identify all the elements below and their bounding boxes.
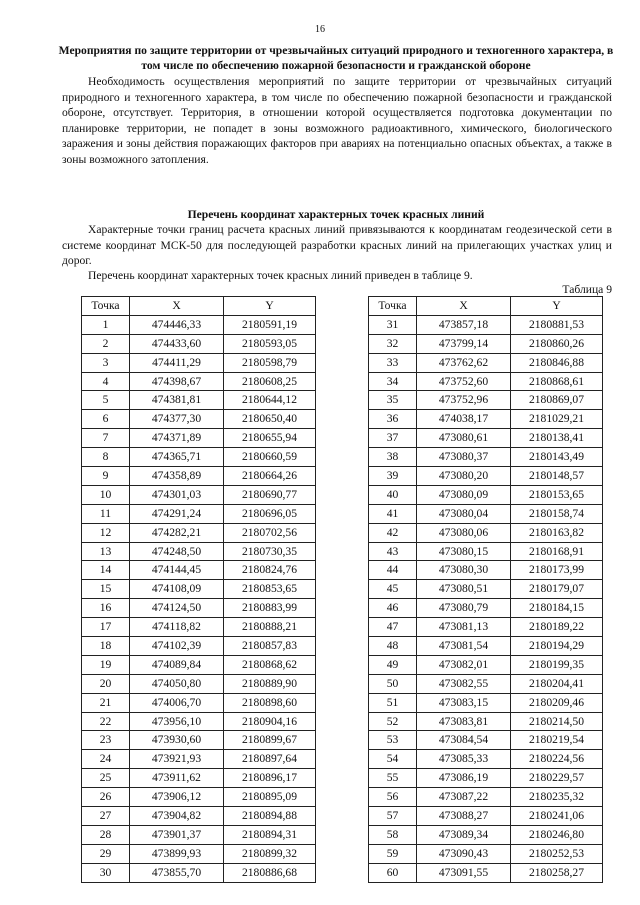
table-reference-paragraph: Перечень координат характерных точек красных линий приведен в таблице 9.	[88, 269, 473, 282]
cell-point: 25	[82, 769, 130, 788]
cell-y: 2180883,99	[224, 599, 316, 618]
cell-x: 473086,19	[417, 769, 511, 788]
cell-y: 2180143,49	[511, 448, 603, 467]
table-row	[82, 542, 316, 561]
cell-x: 474118,82	[130, 618, 224, 637]
table-row	[369, 731, 603, 750]
cell-y: 2180894,31	[224, 825, 316, 844]
cell-y: 2180888,21	[224, 618, 316, 637]
cell-point: 43	[369, 542, 417, 561]
cell-x: 473857,18	[417, 315, 511, 334]
cell-x: 473899,93	[130, 844, 224, 863]
cell-point: 38	[369, 448, 417, 467]
cell-x: 473080,37	[417, 448, 511, 467]
cell-y: 2180899,67	[224, 731, 316, 750]
table-row	[369, 750, 603, 769]
cell-point: 22	[82, 712, 130, 731]
table-row	[82, 467, 316, 486]
page-number: 16	[315, 24, 325, 35]
cell-point: 49	[369, 655, 417, 674]
table-row	[369, 315, 603, 334]
cell-y: 2180664,26	[224, 467, 316, 486]
cell-x: 474411,29	[130, 353, 224, 372]
cell-x: 474446,33	[130, 315, 224, 334]
cell-y: 2180229,57	[511, 769, 603, 788]
emergency-paragraph: Необходимость осуществления мероприятий по защите территории от чрезвычайных ситуаций природного и техногенного характера, в том числе по обеспечению пожарной безопасности и гражданской обороне, отсутствует. Территория, в отношении которой осуществляется подготовка документации по планировке территории, не попадет в зоны возможного радиоактивного, химического, биологического заражения и зоны действия поражающих факторов при авариях на потенциально опасных объектах, а также в зоны возможного затопления.	[62, 75, 612, 166]
cell-x: 473090,43	[417, 844, 511, 863]
cell-x: 474381,81	[130, 391, 224, 410]
header-y: Y	[224, 297, 316, 316]
cell-y: 2180204,41	[511, 674, 603, 693]
cell-point: 12	[82, 523, 130, 542]
table-row	[369, 769, 603, 788]
cell-point: 40	[369, 485, 417, 504]
cell-x: 473084,54	[417, 731, 511, 750]
cell-x: 474050,80	[130, 674, 224, 693]
table-row	[369, 599, 603, 618]
table-row	[369, 693, 603, 712]
table-row	[82, 429, 316, 448]
cell-y: 2180898,60	[224, 693, 316, 712]
cell-point: 30	[82, 863, 130, 882]
cell-x: 473082,01	[417, 655, 511, 674]
cell-point: 6	[82, 410, 130, 429]
cell-y: 2180868,61	[511, 372, 603, 391]
cell-point: 35	[369, 391, 417, 410]
cell-y: 2180897,64	[224, 750, 316, 769]
cell-y: 2180696,05	[224, 504, 316, 523]
cell-x: 473799,14	[417, 334, 511, 353]
cell-y: 2180886,68	[224, 863, 316, 882]
cell-point: 55	[369, 769, 417, 788]
table-row	[82, 637, 316, 656]
cell-y: 2180241,06	[511, 807, 603, 826]
cell-y: 2180173,99	[511, 561, 603, 580]
cell-point: 54	[369, 750, 417, 769]
cell-point: 46	[369, 599, 417, 618]
table-caption: Таблица 9	[562, 283, 612, 296]
cell-y: 2180199,35	[511, 655, 603, 674]
cell-point: 53	[369, 731, 417, 750]
section-title-red-lines: Перечень координат характерных точек красных линий	[187, 208, 485, 221]
table-row	[369, 580, 603, 599]
cell-point: 58	[369, 825, 417, 844]
cell-x: 474006,70	[130, 693, 224, 712]
cell-point: 1	[82, 315, 130, 334]
table-row	[369, 467, 603, 486]
cell-x: 473911,62	[130, 769, 224, 788]
table-row	[369, 391, 603, 410]
cell-y: 2180168,91	[511, 542, 603, 561]
cell-x: 474291,24	[130, 504, 224, 523]
cell-x: 474371,89	[130, 429, 224, 448]
table-row	[82, 448, 316, 467]
cell-point: 9	[82, 467, 130, 486]
table-row	[82, 485, 316, 504]
cell-point: 5	[82, 391, 130, 410]
table-row	[82, 504, 316, 523]
header-x: X	[130, 297, 224, 316]
table-row	[369, 712, 603, 731]
header-point: Точка	[82, 297, 130, 316]
cell-x: 473082,55	[417, 674, 511, 693]
cell-x: 473083,81	[417, 712, 511, 731]
header-y: Y	[511, 297, 603, 316]
cell-y: 2180219,54	[511, 731, 603, 750]
cell-x: 473083,15	[417, 693, 511, 712]
cell-x: 473752,96	[417, 391, 511, 410]
cell-point: 17	[82, 618, 130, 637]
cell-y: 2180246,80	[511, 825, 603, 844]
table-row	[369, 561, 603, 580]
cell-x: 473088,27	[417, 807, 511, 826]
table-row	[369, 429, 603, 448]
cell-x: 473080,51	[417, 580, 511, 599]
table-row	[369, 637, 603, 656]
cell-point: 27	[82, 807, 130, 826]
cell-x: 473080,09	[417, 485, 511, 504]
cell-point: 56	[369, 788, 417, 807]
cell-x: 473921,93	[130, 750, 224, 769]
cell-y: 2180591,19	[224, 315, 316, 334]
table-row	[82, 561, 316, 580]
cell-point: 44	[369, 561, 417, 580]
cell-y: 2180730,35	[224, 542, 316, 561]
cell-y: 2180655,94	[224, 429, 316, 448]
cell-point: 20	[82, 674, 130, 693]
cell-x: 473956,10	[130, 712, 224, 731]
cell-x: 473080,15	[417, 542, 511, 561]
cell-point: 50	[369, 674, 417, 693]
table-row	[82, 391, 316, 410]
cell-y: 2180895,09	[224, 788, 316, 807]
cell-y: 2180857,83	[224, 637, 316, 656]
cell-y: 2180214,50	[511, 712, 603, 731]
coordinates-table-right	[368, 296, 603, 883]
cell-point: 7	[82, 429, 130, 448]
table-row	[369, 844, 603, 863]
cell-x: 474358,89	[130, 467, 224, 486]
cell-point: 14	[82, 561, 130, 580]
cell-point: 45	[369, 580, 417, 599]
cell-y: 2180179,07	[511, 580, 603, 599]
table-row	[82, 674, 316, 693]
table-row	[369, 504, 603, 523]
table-row	[369, 788, 603, 807]
cell-x: 473087,22	[417, 788, 511, 807]
table-row	[82, 353, 316, 372]
cell-x: 473080,04	[417, 504, 511, 523]
table-row	[369, 485, 603, 504]
table-row	[82, 410, 316, 429]
cell-x: 474102,39	[130, 637, 224, 656]
cell-point: 31	[369, 315, 417, 334]
cell-x: 474108,09	[130, 580, 224, 599]
table-row	[82, 655, 316, 674]
cell-y: 2180158,74	[511, 504, 603, 523]
table-row	[369, 523, 603, 542]
cell-y: 2180660,59	[224, 448, 316, 467]
cell-x: 474282,21	[130, 523, 224, 542]
cell-point: 23	[82, 731, 130, 750]
cell-point: 32	[369, 334, 417, 353]
table-row	[82, 712, 316, 731]
cell-point: 13	[82, 542, 130, 561]
cell-point: 57	[369, 807, 417, 826]
cell-point: 48	[369, 637, 417, 656]
cell-x: 473080,30	[417, 561, 511, 580]
cell-y: 2180153,65	[511, 485, 603, 504]
cell-y: 2180896,17	[224, 769, 316, 788]
cell-x: 474089,84	[130, 655, 224, 674]
cell-y: 2180138,41	[511, 429, 603, 448]
table-row	[369, 863, 603, 882]
cell-x: 473080,79	[417, 599, 511, 618]
cell-x: 474248,50	[130, 542, 224, 561]
table-row	[369, 674, 603, 693]
cell-x: 473904,82	[130, 807, 224, 826]
cell-point: 51	[369, 693, 417, 712]
table-row	[369, 448, 603, 467]
cell-y: 2180881,53	[511, 315, 603, 334]
cell-y: 2180194,29	[511, 637, 603, 656]
cell-x: 474144,45	[130, 561, 224, 580]
table-row	[82, 750, 316, 769]
cell-point: 19	[82, 655, 130, 674]
cell-point: 29	[82, 844, 130, 863]
cell-point: 47	[369, 618, 417, 637]
cell-x: 473085,33	[417, 750, 511, 769]
section-title-emergency: Мероприятия по защите территории от чрезвычайных ситуаций природного и техногенного характера, в том числе по обеспечению пожарной безопасности и гражданской обороне	[58, 44, 614, 72]
cell-y: 2180904,16	[224, 712, 316, 731]
table-row	[369, 334, 603, 353]
cell-y: 2180608,25	[224, 372, 316, 391]
cell-x: 473089,34	[417, 825, 511, 844]
cell-x: 473762,62	[417, 353, 511, 372]
table-row	[82, 863, 316, 882]
cell-y: 2180868,62	[224, 655, 316, 674]
cell-point: 36	[369, 410, 417, 429]
cell-y: 2180899,32	[224, 844, 316, 863]
table-row	[82, 693, 316, 712]
cell-y: 2180650,40	[224, 410, 316, 429]
cell-y: 2180189,22	[511, 618, 603, 637]
cell-y: 2180702,56	[224, 523, 316, 542]
cell-y: 2180690,77	[224, 485, 316, 504]
cell-point: 15	[82, 580, 130, 599]
table-header-row	[369, 297, 603, 316]
cell-point: 18	[82, 637, 130, 656]
cell-y: 2180869,07	[511, 391, 603, 410]
table-row	[369, 410, 603, 429]
table-row	[82, 844, 316, 863]
cell-point: 26	[82, 788, 130, 807]
cell-x: 473855,70	[130, 863, 224, 882]
table-row	[369, 825, 603, 844]
cell-y: 2180235,32	[511, 788, 603, 807]
cell-point: 60	[369, 863, 417, 882]
cell-x: 473091,55	[417, 863, 511, 882]
cell-x: 473080,06	[417, 523, 511, 542]
table-row	[369, 542, 603, 561]
cell-point: 10	[82, 485, 130, 504]
table-row	[82, 334, 316, 353]
cell-point: 21	[82, 693, 130, 712]
table-row	[369, 655, 603, 674]
cell-x: 474301,03	[130, 485, 224, 504]
cell-y: 2180644,12	[224, 391, 316, 410]
table-row	[82, 580, 316, 599]
cell-point: 34	[369, 372, 417, 391]
cell-point: 42	[369, 523, 417, 542]
cell-point: 4	[82, 372, 130, 391]
cell-y: 2180824,76	[224, 561, 316, 580]
table-row	[369, 353, 603, 372]
coordinates-table-left	[81, 296, 316, 883]
table-header-row	[82, 297, 316, 316]
red-lines-paragraph: Характерные точки границ расчета красных линий привязываются к координатам геодезической сети в системе координат МСК-50 для последующей разработки красных линий на прилегающих участках улиц и дорог.	[62, 223, 612, 267]
cell-point: 33	[369, 353, 417, 372]
cell-y: 2180889,90	[224, 674, 316, 693]
cell-y: 2180252,53	[511, 844, 603, 863]
table-row	[82, 372, 316, 391]
table-row	[82, 315, 316, 334]
table-row	[82, 769, 316, 788]
cell-y: 2180258,27	[511, 863, 603, 882]
cell-point: 16	[82, 599, 130, 618]
table-row	[369, 807, 603, 826]
cell-point: 39	[369, 467, 417, 486]
cell-y: 2180860,26	[511, 334, 603, 353]
cell-x: 473081,13	[417, 618, 511, 637]
cell-point: 37	[369, 429, 417, 448]
table-row	[82, 731, 316, 750]
cell-point: 41	[369, 504, 417, 523]
header-point: Точка	[369, 297, 417, 316]
cell-y: 2180148,57	[511, 467, 603, 486]
cell-x: 474398,67	[130, 372, 224, 391]
cell-point: 28	[82, 825, 130, 844]
cell-point: 24	[82, 750, 130, 769]
cell-y: 2180598,79	[224, 353, 316, 372]
table-row	[82, 788, 316, 807]
cell-point: 11	[82, 504, 130, 523]
cell-point: 8	[82, 448, 130, 467]
cell-x: 473081,54	[417, 637, 511, 656]
cell-y: 2180894,88	[224, 807, 316, 826]
table-row	[82, 825, 316, 844]
cell-x: 473930,60	[130, 731, 224, 750]
table-row	[82, 807, 316, 826]
cell-y: 2181029,21	[511, 410, 603, 429]
cell-x: 474377,30	[130, 410, 224, 429]
cell-y: 2180224,56	[511, 750, 603, 769]
cell-y: 2180209,46	[511, 693, 603, 712]
cell-x: 473752,60	[417, 372, 511, 391]
cell-y: 2180846,88	[511, 353, 603, 372]
cell-point: 52	[369, 712, 417, 731]
cell-y: 2180853,65	[224, 580, 316, 599]
cell-x: 474365,71	[130, 448, 224, 467]
header-x: X	[417, 297, 511, 316]
cell-x: 474124,50	[130, 599, 224, 618]
cell-y: 2180163,82	[511, 523, 603, 542]
cell-x: 473901,37	[130, 825, 224, 844]
table-row	[369, 618, 603, 637]
cell-y: 2180593,05	[224, 334, 316, 353]
table-row	[82, 618, 316, 637]
cell-point: 3	[82, 353, 130, 372]
cell-point: 59	[369, 844, 417, 863]
table-row	[82, 523, 316, 542]
cell-point: 2	[82, 334, 130, 353]
table-row	[82, 599, 316, 618]
cell-x: 473906,12	[130, 788, 224, 807]
table-row	[369, 372, 603, 391]
cell-x: 474433,60	[130, 334, 224, 353]
cell-y: 2180184,15	[511, 599, 603, 618]
cell-x: 473080,20	[417, 467, 511, 486]
cell-x: 473080,61	[417, 429, 511, 448]
cell-x: 474038,17	[417, 410, 511, 429]
